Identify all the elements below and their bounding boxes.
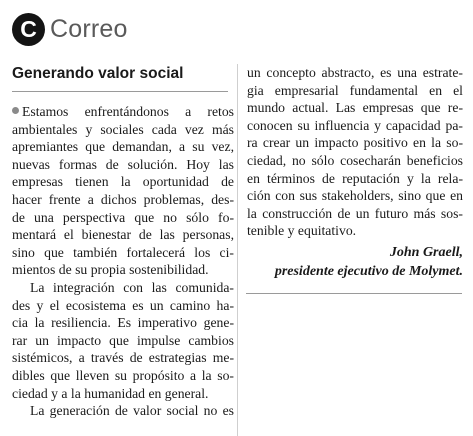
signature-role: presidente ejecutivo de Molymet. <box>274 264 463 279</box>
text-line <box>12 138 234 156</box>
text-line-content: un concepto abstracto, es una estrate- <box>247 65 463 80</box>
text-line <box>12 349 234 367</box>
text-line-content: de una perspectiva que no sólo fo- <box>12 209 234 225</box>
text-line-content: La integración con las comunida- <box>30 279 234 295</box>
text-line-content: empresas tienen la oportunidad de <box>12 174 234 190</box>
text-line-content: apremiantes que demandan, a su vez, <box>12 139 234 155</box>
text-line <box>12 279 234 297</box>
text-line <box>12 402 234 420</box>
text-line-content: en términos de reputación y la rela- <box>247 170 463 186</box>
text-line <box>12 191 234 209</box>
signature-divider <box>246 293 462 294</box>
text-line-content: rar un impacto que impulse cambios <box>12 332 234 348</box>
text-line-content: cia la resiliencia. Es imperativo gene- <box>12 315 234 331</box>
text-line <box>12 209 234 227</box>
article-column-right <box>247 64 463 240</box>
text-line <box>247 222 463 240</box>
text-line <box>12 244 234 262</box>
article-headline: Generando valor social <box>12 65 184 82</box>
text-line-content: la construcción de un futuro más sos- <box>247 205 463 221</box>
text-line <box>12 261 234 279</box>
section-header <box>12 12 128 46</box>
text-line <box>247 64 463 82</box>
text-line <box>247 170 463 188</box>
section-name: Correo <box>50 14 128 43</box>
signature-name: John Graell, <box>389 245 463 260</box>
text-line-content: nuevas formas de solución. Hoy las <box>12 156 234 172</box>
text-line <box>12 156 234 174</box>
text-line-content: sino que también fortalecerá los ci- <box>12 244 234 260</box>
text-line <box>12 314 234 332</box>
text-line-content: Estamos enfrentándonos a retos <box>22 104 234 119</box>
text-line-content: ambientales y sociales cada vez más <box>12 121 234 137</box>
text-line-content: conocen su influencia y capacidad pa- <box>247 117 463 133</box>
text-line <box>12 173 234 191</box>
text-line-content: dibles que lleven su propósito a la so- <box>12 367 234 383</box>
text-line <box>12 121 234 139</box>
text-line <box>12 103 234 121</box>
text-line <box>247 187 463 205</box>
section-badge: C <box>12 13 45 46</box>
text-line <box>247 205 463 223</box>
text-line-content: mentará el bienestar de las personas, <box>12 227 234 243</box>
column-separator <box>237 64 238 436</box>
text-line <box>247 134 463 152</box>
text-line-content: ra crear un impacto positivo en la so- <box>247 135 463 151</box>
text-line-content: mundo actual. Las empresas que re- <box>247 100 463 116</box>
text-line-content: gia empresarial fundamental en el <box>247 82 463 98</box>
text-line-content: La generación de valor social no es <box>30 403 234 419</box>
text-line <box>12 332 234 350</box>
text-line <box>12 367 234 385</box>
bullet-icon <box>12 107 19 114</box>
text-line-content: ciedad, no sólo cosecharán beneficios <box>247 152 463 168</box>
text-line-content: des y el ecosistema es un camino ha- <box>12 297 234 313</box>
text-line-content: sistémicos, a través de estrategias me- <box>12 350 234 366</box>
signature <box>247 243 463 281</box>
text-line-content: ciedad y a la humanidad en general. <box>12 385 209 401</box>
text-line <box>247 99 463 117</box>
headline-divider <box>12 91 228 92</box>
text-line-content: hacer frente a dichos problemas, des- <box>12 191 234 207</box>
text-line-content: tenible y equitativo. <box>247 223 357 239</box>
text-line <box>12 226 234 244</box>
text-line <box>247 152 463 170</box>
text-line-content: mientos de su propia sostenibilidad. <box>12 262 209 278</box>
article-column-left <box>12 103 234 420</box>
text-line <box>12 297 234 315</box>
text-line <box>247 117 463 135</box>
text-line <box>12 385 234 403</box>
text-line <box>247 82 463 100</box>
text-line-content: ción con sus stakeholders, sino que en <box>247 188 463 204</box>
